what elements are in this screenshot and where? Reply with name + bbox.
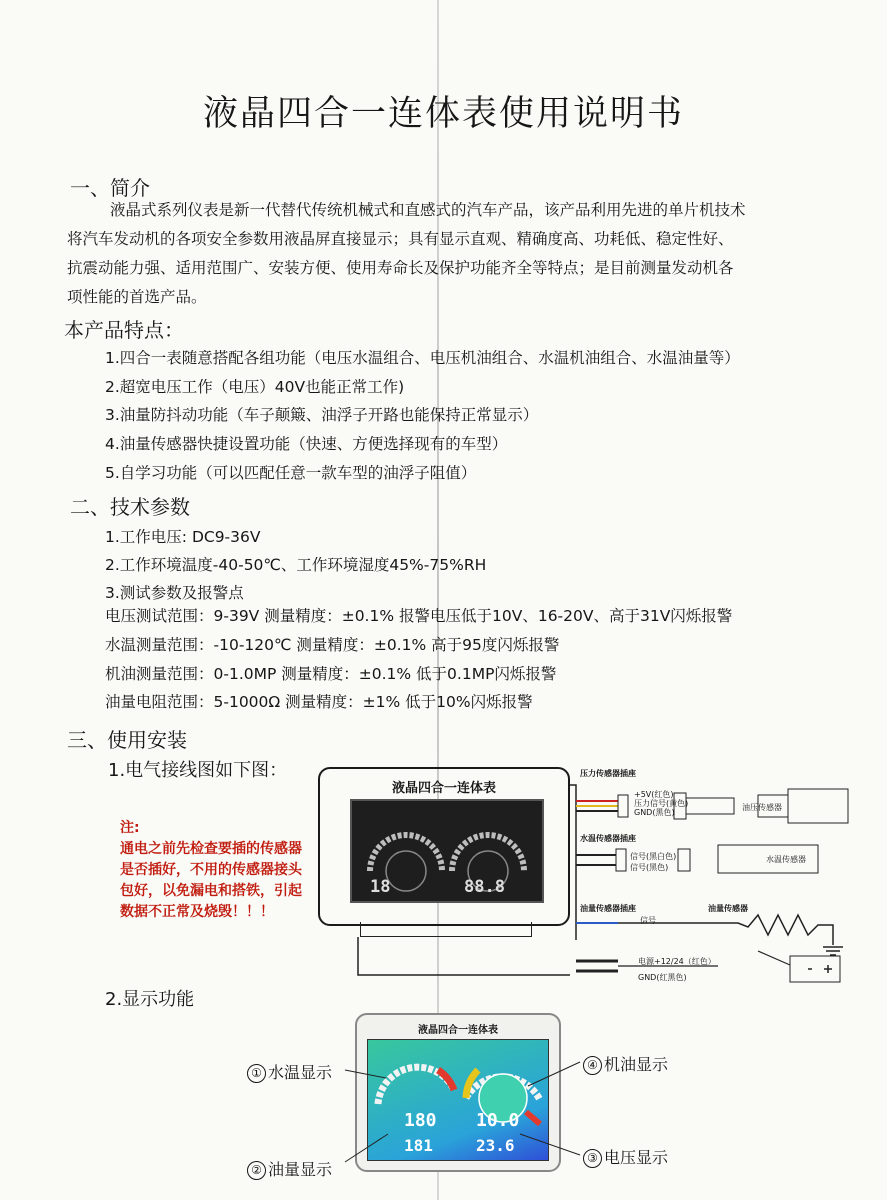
water-temp-label: 水温显示 — [268, 1063, 333, 1082]
pressure-pin-3: GND(黑色) — [634, 808, 675, 817]
spec-range-voltage: 电压测试范围：9-39V 测量精度：±0.1% 报警电压低于10V、16-20V、高于31V闪烁报警 — [105, 607, 733, 625]
pressure-socket-label: 压力传感器插座 — [580, 769, 636, 778]
note-line-3: 是否插好，不用的传感器接头 — [120, 862, 302, 878]
display-function-label: 2.显示功能 — [105, 989, 195, 1010]
install-heading: 三、使用安装 — [67, 728, 187, 752]
device-title: 液晶四合一连体表 — [391, 781, 496, 796]
water-socket-label: 水温传感器插座 — [580, 834, 636, 843]
water-sensor-label: 水温传感器 — [766, 855, 806, 864]
intro-line-2: 将汽车发动机的各项安全参数用液晶屏直接显示；具有显示直观、精确度高、功耗低、稳定性好、 — [67, 230, 734, 248]
water-pin-1: 信号(黑白色) — [630, 852, 677, 861]
intro-line-4: 项性能的首选产品。 — [67, 288, 207, 306]
note-line-2: 通电之前先检查要插的传感器 — [120, 841, 302, 857]
water-temp-readout: 180 — [404, 1110, 437, 1131]
callout-mark-1: ① — [247, 1064, 266, 1083]
wiring-diagram-label: 1.电气接线图如下图： — [108, 760, 288, 781]
specs-heading: 二、技术参数 — [70, 495, 190, 519]
fuel-callout — [247, 1157, 332, 1180]
voltage-readout: 23.6 — [476, 1136, 515, 1155]
fuel-socket-label: 油量传感器插座 — [580, 904, 636, 913]
feature-item-5: 5.自学习功能（可以匹配任意一款车型的油浮子阻值） — [105, 464, 477, 482]
pressure-sensor-label: 油压传感器 — [742, 803, 782, 812]
note-line-1: 注: — [120, 820, 140, 836]
fuel-signal-label: 信号 — [640, 916, 656, 925]
voltage-callout — [583, 1145, 668, 1168]
spec-item-1: 1.工作电压: DC9-36V — [105, 528, 261, 546]
lcd-right-readout: 88.8 — [464, 877, 505, 897]
feature-item-2: 2.超宽电压工作（电压）40V也能正常工作) — [105, 378, 405, 396]
page-title: 液晶四合一连体表使用说明书 — [202, 94, 684, 134]
spec-range-oil: 机油测量范围：0-1.0MP 测量精度：±0.1% 低于0.1MP闪烁报警 — [105, 665, 557, 683]
display-device-title: 液晶四合一连体表 — [418, 1025, 498, 1036]
spec-range-fuel: 油量电阻范围：5-1000Ω 测量精度：±1% 低于10%闪烁报警 — [105, 693, 533, 711]
features-heading: 本产品特点： — [64, 318, 184, 342]
fuel-sensor-label: 油量传感器 — [708, 904, 748, 913]
fuel-label: 油量显示 — [268, 1160, 333, 1179]
voltage-label: 电压显示 — [604, 1148, 669, 1167]
spec-range-water: 水温测量范围：-10-120℃ 测量精度：±0.1% 高于95度闪烁报警 — [105, 636, 560, 654]
pressure-pin-1: +5V(红色) — [634, 790, 674, 799]
oil-callout — [583, 1052, 668, 1075]
spec-item-2: 2.工作环境温度-40-50℃、工作环境湿度45%-75%RH — [105, 556, 487, 574]
intro-heading: 一、简介 — [70, 176, 150, 200]
note-line-4: 包好，以免漏电和搭铁，引起 — [120, 883, 302, 899]
feature-item-3: 3.油量防抖动功能（车子颠簸、油浮子开路也能保持正常显示） — [105, 406, 539, 424]
pressure-pin-2: 压力信号(黄色) — [634, 799, 689, 808]
feature-item-4: 4.油量传感器快捷设置功能（快速、方便选择现有的车型） — [105, 435, 508, 453]
fuel-level-readout: 181 — [404, 1136, 433, 1155]
oil-label: 机油显示 — [604, 1055, 669, 1074]
feature-item-1: 1.四合一表随意搭配各组功能（电压水温组合、电压机油组合、水温机油组合、水温油量等） — [105, 349, 740, 367]
callout-mark-2: ② — [247, 1161, 266, 1180]
intro-line-3: 抗震动能力强、适用范围广、安装方便、使用寿命长及保护功能齐全等特点；是目前测量发动机各 — [67, 259, 734, 277]
lcd-left-readout: 18 — [370, 877, 391, 897]
water-pin-2: 信号(黑色) — [630, 863, 669, 872]
intro-line-1: 液晶式系列仪表是新一代替代传统机械式和直感式的汽车产品，该产品利用先进的单片机技术 — [110, 201, 746, 219]
water-temp-callout — [247, 1060, 332, 1083]
callout-mark-3: ③ — [583, 1149, 602, 1168]
note-line-5: 数据不正常及烧毁！！！ — [120, 904, 274, 920]
spec-item-3: 3.测试参数及报警点 — [105, 584, 244, 602]
oil-pressure-readout: 10.0 — [476, 1110, 520, 1131]
power-wire-label: 电源+12/24（红色） — [638, 957, 716, 966]
ground-wire-label: GND(红黑色) — [638, 973, 687, 982]
callout-mark-4: ④ — [583, 1056, 602, 1075]
